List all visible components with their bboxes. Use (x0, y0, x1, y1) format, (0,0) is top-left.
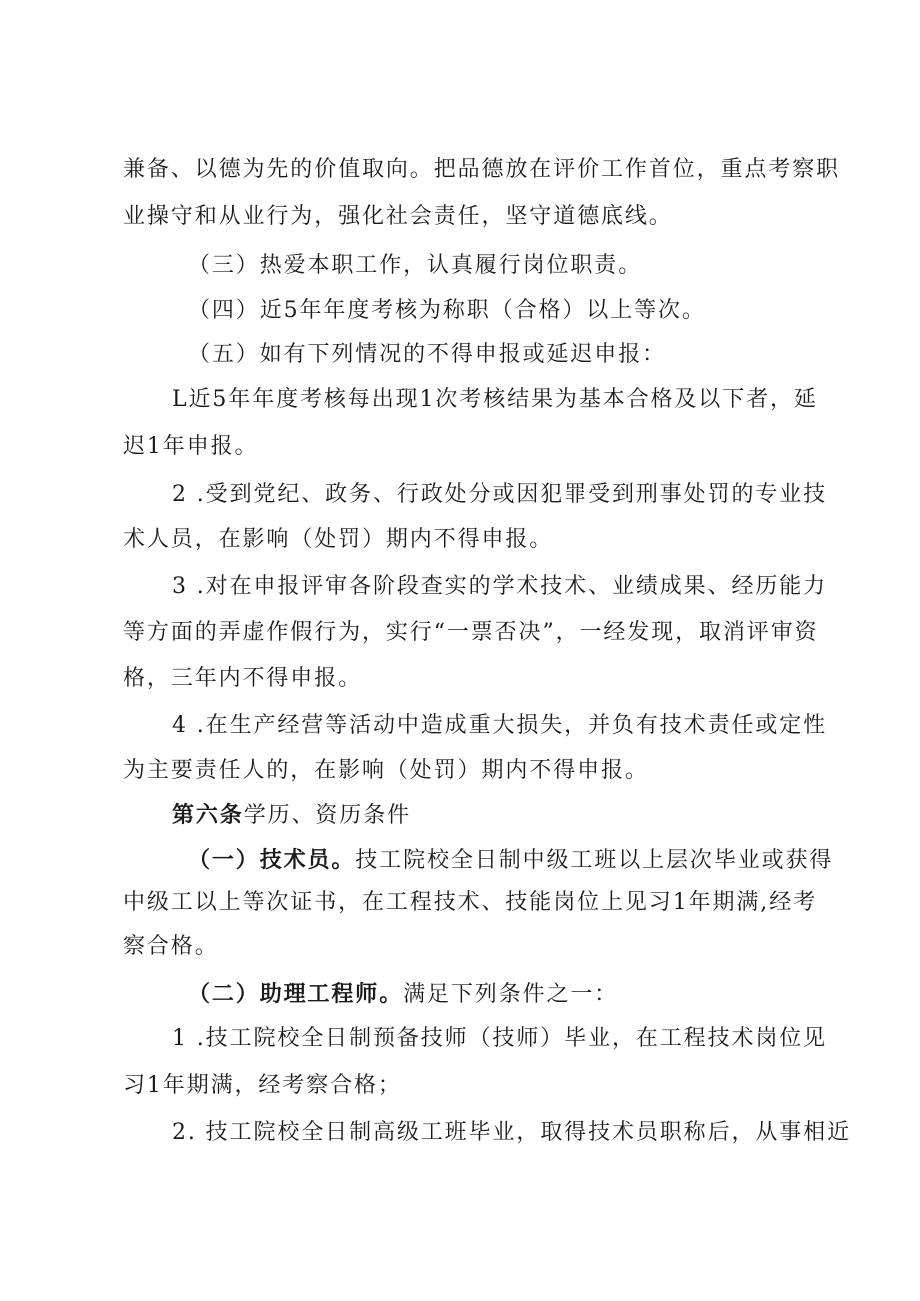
list-item-four: （四）近5年年度考核为称职（合格）以上等次。 (188, 298, 706, 323)
text-line: 习1年期满，经考察合格； (123, 1073, 402, 1098)
sub-item-2: 2 .受到党纪、政务、行政处分或因犯罪受到刑事处罚的专业技 (172, 482, 828, 507)
article-heading (172, 801, 813, 831)
sub-item-4: 4 .在生产经营等活动中造成重大损失，并负有技术责任或定性 (172, 713, 828, 738)
list-item-five: （五）如有下列情况的不得申报或延迟申报： (188, 342, 667, 367)
text-line: 格，三年内不得申报。 (123, 666, 363, 691)
text-line: 业操守和从业行为，强化社会责任，坚守道德底线。 (123, 204, 673, 229)
assistant-label: （二）助理工程师。 (188, 982, 404, 1007)
sub-item-3: 3 .对在申报评审各阶段查实的学术技术、业绩成果、经历能力 (172, 574, 828, 599)
technician-paragraph (188, 846, 834, 876)
assistant-text: 满足下列条件之一： (403, 982, 619, 1007)
text-line: 迟1年申报。 (123, 434, 259, 459)
technician-text: 技工院校全日制中级工班以上层次毕业或获得 (355, 848, 834, 873)
article-number: 第六条 (172, 803, 244, 828)
text-line: 术人员，在影响（处罚）期内不得申报。 (123, 527, 554, 552)
text-line: 为主要责任人的，在影响（处罚）期内不得申报。 (123, 758, 649, 783)
technician-label: （一）技术员。 (188, 848, 356, 873)
text-line: 等方面的弄虚作假行为，实行“一票否决”，一经发现，取消评审资 (123, 620, 819, 645)
assistant-paragraph (188, 980, 813, 1010)
text-line: 中级工以上等次证书，在工程技术、技能岗位上见习1年期满,经考 (123, 890, 817, 915)
article-title: 学历、资历条件 (243, 803, 412, 828)
sub-item-1: L近5年年度考核每出现1次考核结果为基本合格及以下者，延 (172, 387, 818, 412)
text-line: 兼备、以德为先的价值取向。把品德放在评价工作首位，重点考察职 (123, 157, 841, 182)
assistant-item-2: 2. 技工院校全日制高级工班毕业，取得技术员职称后，从事相近 (172, 1120, 851, 1145)
assistant-item-1: 1 .技工院校全日制预备技师（技师）毕业，在工程技术岗位见 (172, 1026, 828, 1051)
list-item-three: （三）热爱本职工作，认真履行岗位职责。 (188, 253, 643, 278)
text-line: 察合格。 (123, 934, 219, 959)
